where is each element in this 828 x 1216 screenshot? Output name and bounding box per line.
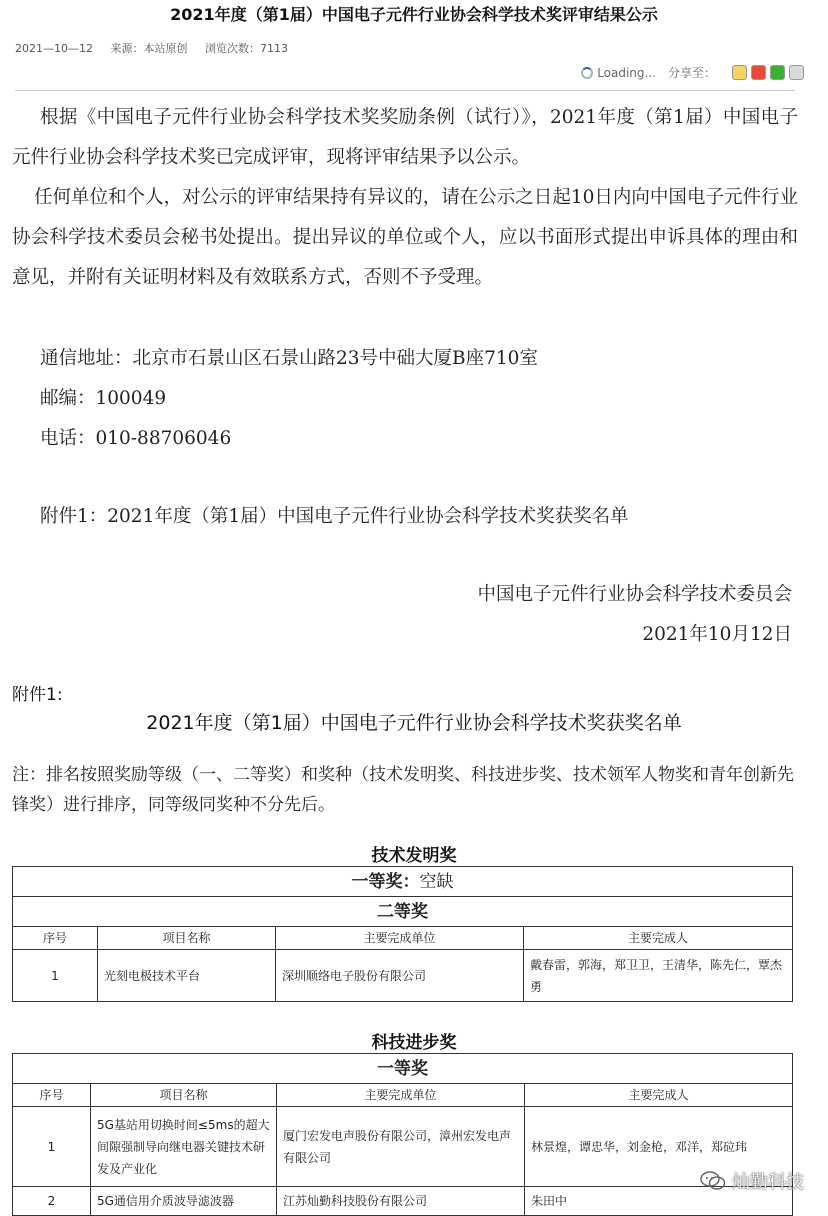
table-header-row <box>13 927 793 950</box>
divider <box>15 90 795 91</box>
weibo-share-icon[interactable] <box>751 65 766 80</box>
loading-icon <box>581 67 593 79</box>
col-header-name: 项目名称 <box>91 1084 277 1107</box>
first-prize-label: 一等奖： <box>351 871 420 892</box>
progress-award-table <box>12 1053 793 1216</box>
col-header-people: 主要完成人 <box>525 1084 793 1107</box>
share-label: 分享至： <box>667 66 716 80</box>
share-bar <box>581 64 804 81</box>
row-unit: 江苏灿勤科技股份有限公司 <box>277 1187 525 1216</box>
col-header-no: 序号 <box>13 927 98 950</box>
qzone-share-icon[interactable] <box>732 65 747 80</box>
postcode-line: 邮编：100049 <box>40 388 167 409</box>
second-prize-row <box>13 897 793 927</box>
row-people: 林景煌，谭忠华，刘金枪，邓洋，郑砬玮 <box>525 1107 793 1187</box>
row-project-name: 5G通信用介质波导滤波器 <box>91 1187 277 1216</box>
watermark-text: 灿勤科技 <box>732 1172 804 1193</box>
wechat-logo-icon <box>700 1170 726 1192</box>
row-unit: 深圳顺络电子股份有限公司 <box>276 950 524 1002</box>
col-header-unit: 主要完成单位 <box>276 927 524 950</box>
col-header-name: 项目名称 <box>98 927 276 950</box>
row-people: 朱田中 <box>525 1187 793 1216</box>
col-header-unit: 主要完成单位 <box>277 1084 525 1107</box>
table-row <box>13 950 793 1002</box>
paragraph-2: 任何单位和个人，对公示的评审结果持有异议的，请在公示之日起10日内向中国电子元件行业协会科学技术委员会秘书处提出。提出异议的单位或个人，应以书面形式提出申诉具体的理由和意见，并附有关证明材料及有效联系方式，否则不予受理。 <box>12 187 798 288</box>
attachment-title: 2021年度（第1届）中国电子元件行业协会科学技术奖获奖名单 <box>146 712 682 734</box>
row-no: 2 <box>13 1187 91 1216</box>
article-meta <box>15 40 302 56</box>
wechat-share-icon[interactable] <box>770 65 785 80</box>
source-label: 来源：本站原创 <box>110 42 188 55</box>
col-header-people: 主要完成人 <box>524 927 793 950</box>
first-prize-row <box>13 1054 793 1084</box>
page-title: 2021年度（第1届）中国电子元件行业协会科学技术奖评审结果公示 <box>170 5 658 24</box>
table-row <box>13 1187 793 1216</box>
row-project-name: 5G基站用切换时间≤5ms的超大间隙强制导向继电器关键技术研发及产业化 <box>91 1107 277 1187</box>
row-unit: 厦门宏发电声股份有限公司，漳州宏发电声有限公司 <box>277 1107 525 1187</box>
first-prize-row <box>13 867 793 897</box>
row-project-name: 光刻电极技术平台 <box>98 950 276 1002</box>
table-row <box>13 1107 793 1187</box>
ranking-note: 注：排名按照奖励等级（一、二等奖）和奖种（技术发明奖、科技进步奖、技术领军人物奖和青年创新先锋奖）进行排序，同等级同奖种不分先后。 <box>12 765 794 815</box>
more-share-icon[interactable] <box>789 65 804 80</box>
address-line: 通信地址：北京市石景山区石景山路23号中础大厦B座710室 <box>40 348 538 369</box>
attachment-link[interactable]: 附件1：2021年度（第1届）中国电子元件行业协会科学技术奖获奖名单 <box>40 506 629 527</box>
phone-line: 电话：010-88706046 <box>40 428 232 449</box>
signer: 中国电子元件行业协会科学技术委员会 <box>477 584 792 605</box>
second-prize-label: 二等奖 <box>13 897 793 927</box>
row-people: 戴春雷，郭海，郑卫卫，王清华，陈先仁，覃杰勇 <box>524 950 793 1002</box>
watermark <box>700 1168 804 1194</box>
table-header-row <box>13 1084 793 1107</box>
paragraph-1: 根据《中国电子元件行业协会科学技术奖奖励条例（试行）》，2021年度（第1届）中国电子元件行业协会科学技术奖已完成评审，现将评审结果予以公示。 <box>12 107 798 168</box>
publish-date: 2021—10—12 <box>15 42 93 55</box>
attachment-label: 附件1: <box>12 685 63 705</box>
invention-award-table <box>12 866 793 1002</box>
sign-date: 2021年10月12日 <box>642 624 792 645</box>
progress-award-title: 科技进步奖 <box>371 1033 457 1053</box>
row-no: 1 <box>13 950 98 1002</box>
view-count: 浏览次数：7113 <box>205 42 288 55</box>
col-header-no: 序号 <box>13 1084 91 1107</box>
first-prize-value: 空缺 <box>419 871 454 892</box>
first-prize-label: 一等奖 <box>13 1054 793 1084</box>
first-prize-cell <box>13 867 793 897</box>
row-no: 1 <box>13 1107 91 1187</box>
loading-text: Loading... <box>597 65 656 80</box>
invention-award-title: 技术发明奖 <box>371 846 457 866</box>
